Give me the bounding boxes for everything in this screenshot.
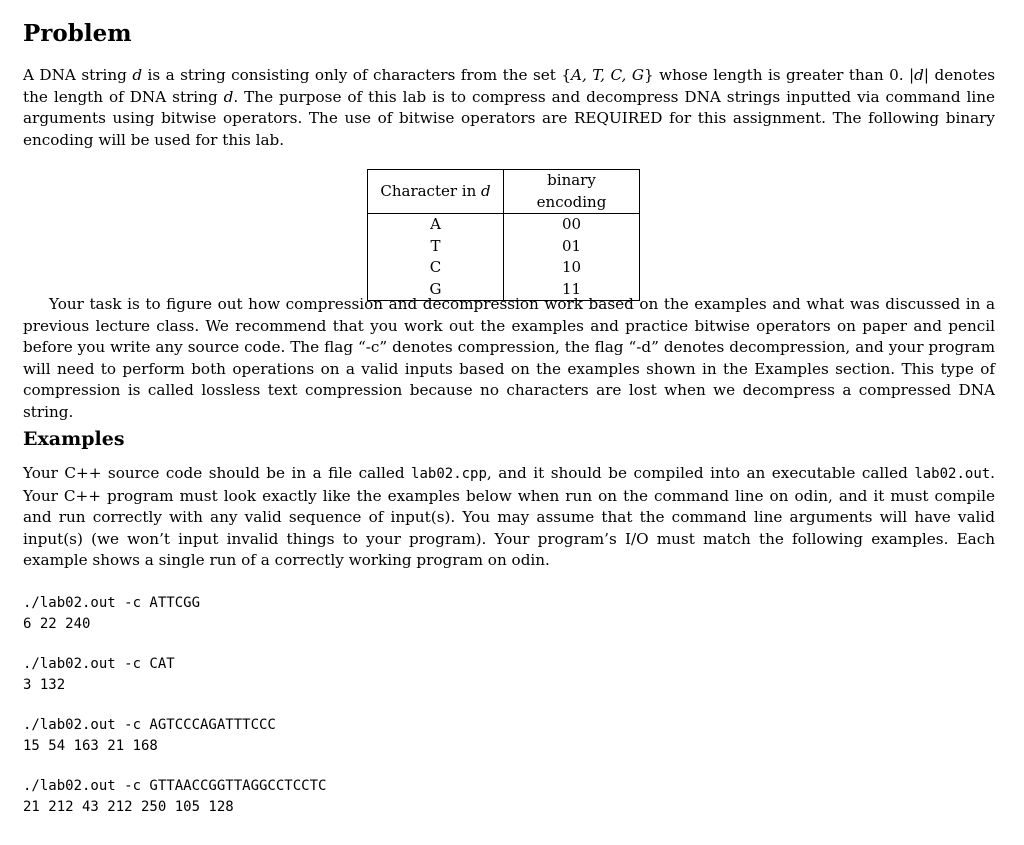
- example-block: [23, 715, 326, 757]
- table-body: [368, 214, 640, 301]
- table-row: [368, 236, 640, 258]
- header-character-text: Character in: [380, 181, 482, 200]
- examples-intro-text: . Your C++ program must look exactly like the examples below when run on the command line on odin, and it must compile and run correctly with any valid sequence of input(s). You may assume that the command line arguments will have valid input(s) (we won’t input invalid things to your program). Your program’s I/O must match the following examples. Each example shows a single run of a correctly working program on odin.: [23, 464, 995, 569]
- character-cell: C: [368, 257, 504, 279]
- example-command: ./lab02.out -c ATTCGG: [23, 595, 201, 611]
- examples-intro-text: Your C++ source code should be in a file called: [23, 464, 412, 482]
- example-block: [23, 776, 326, 818]
- encoding-cell: 11: [504, 279, 640, 301]
- example-command: ./lab02.out -c GTTAACCGGTTAGGCCTCCTC: [23, 778, 327, 794]
- example-output: 3 132: [23, 677, 66, 693]
- table-row: [368, 257, 640, 279]
- examples-intro-text: , and it should be compiled into an executable called: [486, 464, 915, 482]
- examples-list: [23, 593, 326, 837]
- example-command: ./lab02.out -c AGTCCCAGATTTCCC: [23, 717, 276, 733]
- character-cell: T: [368, 236, 504, 258]
- encoding-cell: 01: [504, 236, 640, 258]
- intro-text: A DNA string: [23, 66, 133, 84]
- example-output: 15 54 163 21 168: [23, 738, 158, 754]
- problem-heading: Problem: [23, 20, 132, 47]
- var-d: d: [914, 66, 924, 84]
- header-character: [368, 170, 504, 214]
- example-command: ./lab02.out -c CAT: [23, 656, 175, 672]
- examples-intro-paragraph: [23, 463, 995, 572]
- intro-paragraph: [23, 65, 995, 151]
- example-block: [23, 593, 326, 635]
- intro-text: | denotes the length of DNA string: [23, 66, 995, 106]
- character-cell: G: [368, 279, 504, 301]
- table-row: [368, 214, 640, 236]
- example-output: 6 22 240: [23, 616, 91, 632]
- encoding-cell: 10: [504, 257, 640, 279]
- example-output: 21 212 43 212 250 105 128: [23, 799, 234, 815]
- task-paragraph: Your task is to figure out how compression and decompression work based on the examples and what was discussed in a previous lecture class. We recommend that you work out the examples and practice bitwise operators on paper and pencil before you write any source code. The flag “-c” denotes compression, the flag “-d” denotes decompression, and your program will need to perform both operations on a valid inputs based on the examples shown in the Examples section. This type of compression is called lossless text compression because no characters are lost when we decompress a compressed DNA string.: [23, 295, 995, 421]
- executable-filename: lab02.out: [914, 466, 991, 482]
- character-cell: A: [368, 214, 504, 236]
- example-block: [23, 654, 326, 696]
- var-d: d: [481, 181, 491, 200]
- intro-text: is a string consisting only of characters from the set {: [142, 66, 571, 84]
- table-header-row: [368, 170, 640, 214]
- var-d: d: [223, 87, 234, 106]
- header-encoding: binary encoding: [504, 170, 640, 214]
- encoding-cell: 00: [504, 214, 640, 236]
- var-d: d: [132, 66, 143, 84]
- encoding-table: [367, 169, 640, 301]
- source-filename: lab02.cpp: [411, 466, 487, 482]
- examples-heading: Examples: [23, 428, 125, 450]
- intro-text: . The purpose of this lab is to compress and decompress DNA strings inputted via command line arguments using bitwise operators. The use of bitwise operators are REQUIRED for this assignment. The following binary encoding will be used for this lab.: [23, 87, 995, 149]
- char-set: A, T, C, G: [571, 66, 644, 84]
- intro-text: } whose length is greater than 0. |: [643, 66, 915, 84]
